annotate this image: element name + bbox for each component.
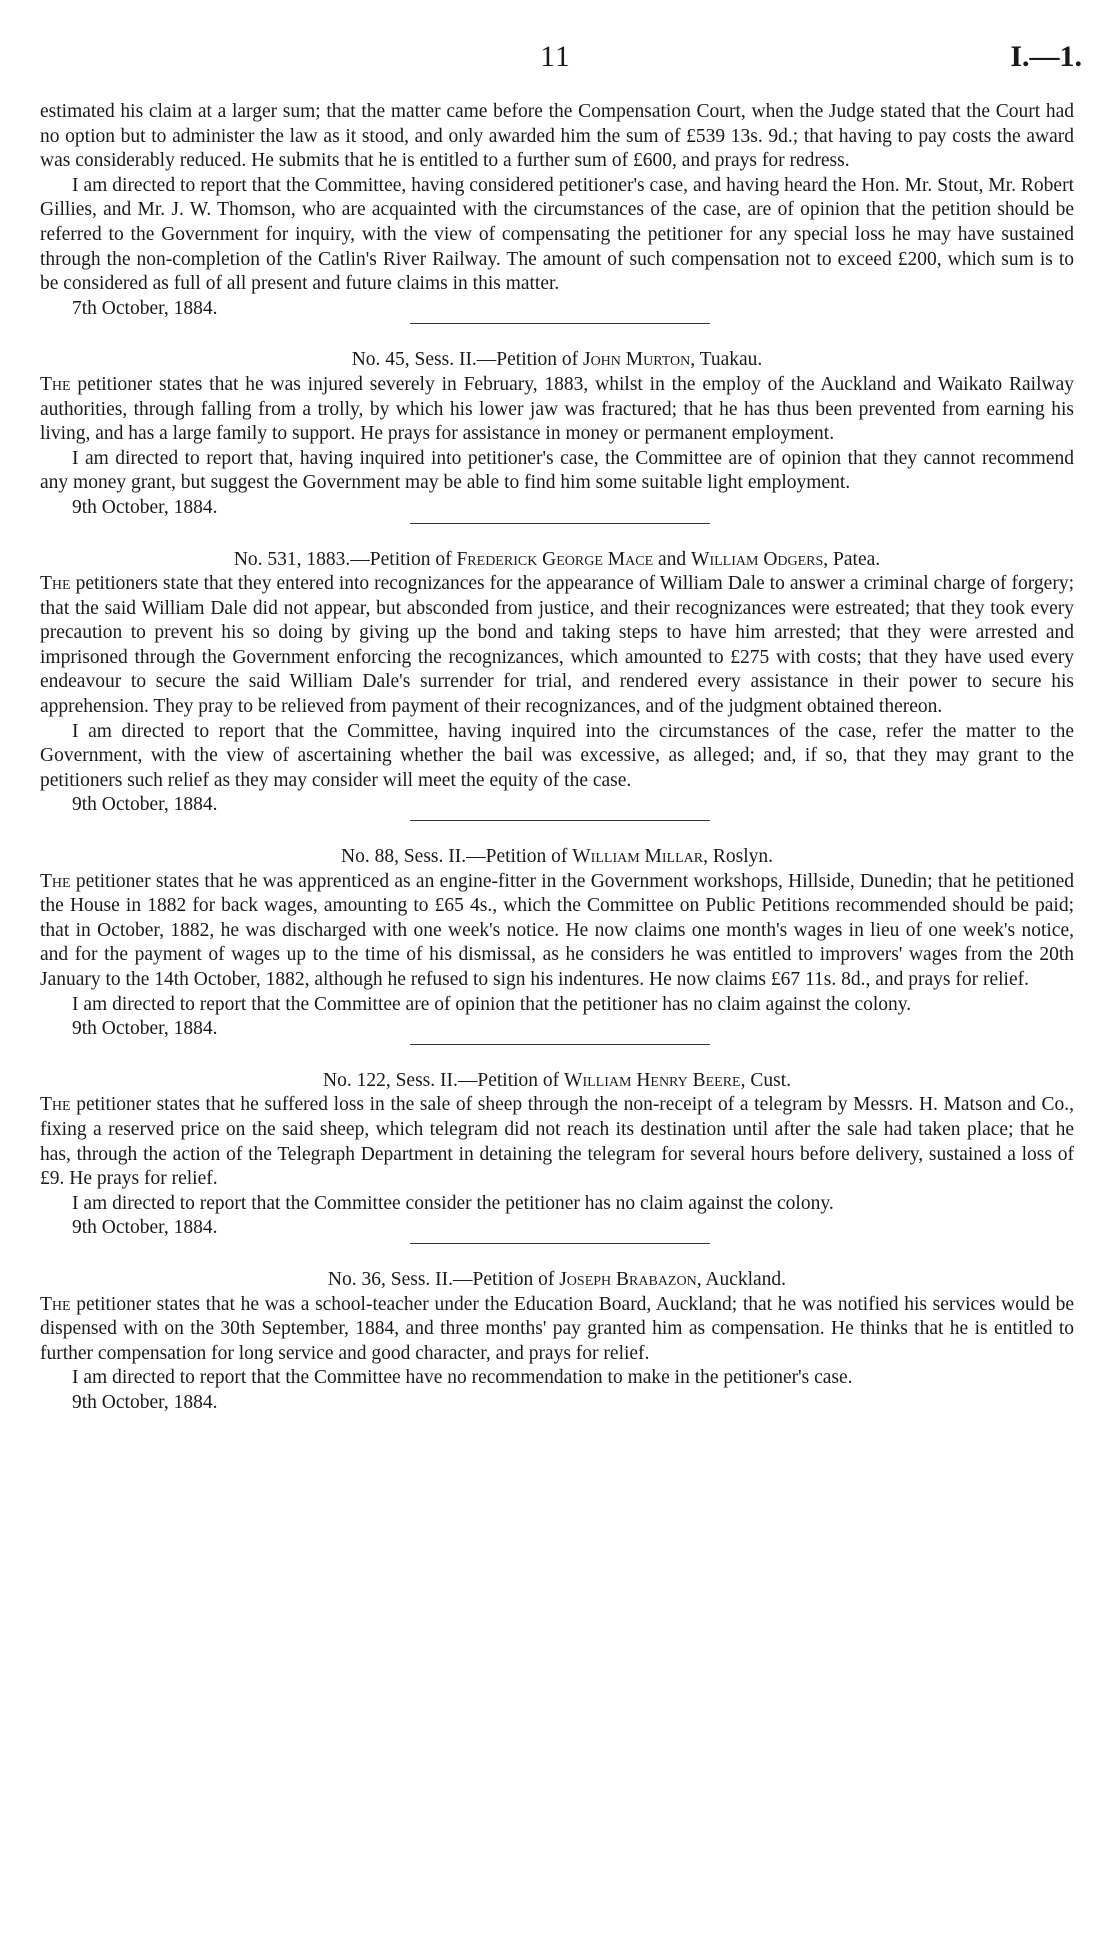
petition-title: No. 122, Sess. II.—Petition of William Henry Beere, Cust. [323,1069,791,1091]
petitioner-name: Frederick George Mace [456,548,654,570]
page-header [0,40,1114,80]
petition-title: No. 88, Sess. II.—Petition of William Millar, Roslyn. [340,846,773,868]
report-date: 9th October, 1884. [72,1018,218,1040]
petition-statement: The petitioner states that he was a school-teacher under the Education Board, Auckland; that he was notified his services would be dispensed with on the 30th September, 1884, and three months' pay granted him as compensation. He thinks that he is entitled to further compensation for long service and good character, and prays for relief. [40,1293,1074,1364]
intro-section [40,100,1074,324]
report-date: 9th October, 1884. [72,794,218,816]
petition-statement: The petitioner states that he suffered loss in the sale of sheep through the non-receipt of a telegram by Messrs. H. Matson and Co., fixing a reserved price on the said sheep, which telegram did not reach its destination until after the sale had taken place; that he has, through the action of the Telegraph Department in detaining the telegram for several hours before delivery, sustained a loss of £9. He prays for relief. [40,1094,1074,1190]
petition-section [40,1045,1074,1244]
report-date: 9th October, 1884. [72,1391,218,1413]
petition-section [40,821,1074,1045]
document-reference: I.—1. [1010,40,1082,73]
page-number: 11 [540,40,571,73]
petition-section [40,1244,1074,1416]
intro-date: 7th October, 1884. [72,297,218,319]
report-date: 9th October, 1884. [72,496,218,518]
petition-statement: The petitioner states that he was injured severely in February, 1883, whilst in the employ of the Auckland and Waikato Railway authorities, through falling from a trolly, by which his lower jaw was fractured; that he has thus been prevented from earning his living, and has a large family to support. He prays for assistance in money or permanent employment. [40,373,1074,445]
committee-report: I am directed to report that, having inquired into petitioner's case, the Committee are of opinion that they cannot recommend any money grant, but suggest the Government may be able to find him some suitable light employment. [40,447,1074,494]
petition-statement: The petitioner states that he was apprenticed as an engine-fitter in the Government workshops, Hillside, Dunedin; that he petitioned the House in 1882 for back wages, amounting to £65 4s., which the Committee on Public Petitions recommended should be paid; that in October, 1882, he was discharged with one week's notice. He now claims one month's wages in lieu of one week's notice, and for the payment of wages up to the time of his dismissal, as he considers he was entitled to improvers' wages from the 20th January to the 14th October, 1882, although he refused to sign his indentures. He now claims £67 11s. 8d., and prays for relief. [40,870,1074,990]
committee-report: I am directed to report that the Committee are of opinion that the petitioner has no claim against the colony. [72,993,912,1015]
petitioner-name: William Odgers [691,548,824,570]
petitioner-name: William Millar [572,846,704,868]
petition-section [40,524,1074,822]
committee-report: I am directed to report that the Committee consider the petitioner has no claim against the colony. [72,1192,834,1214]
petition-title: No. 36, Sess. II.—Petition of Joseph Brabazon, Auckland. [327,1268,787,1290]
report-date: 9th October, 1884. [72,1217,218,1239]
petition-statement: The petitioners state that they entered into recognizances for the appearance of William Dale to answer a criminal charge of forgery; that the said William Dale did not appear, but absconded from justice, and their recognizances were estreated; that they took every precaution to prevent his so doing by giving up the bond and taking steps to have him arrested; that they were arrested and imprisoned through the Government enforcing the recognizances, which amounted to £275 with costs; that they have used every endeavour to secure the said William Dale's surrender for trial, and rendered every assistance in their power to secure his apprehension. They pray to be relieved from payment of their recognizances, and of the judgment obtained thereon. [40,573,1074,718]
committee-report: I am directed to report that the Committee, having inquired into the circumstances of the case, refer the matter to the Government, with the view of ascertaining whether the bail was excessive, as alleged; and, if so, that they may grant to the petitioners such relief as they may consider will meet the equity of the case. [40,720,1074,791]
petition-section [40,324,1074,523]
petition-title: No. 531, 1883.—Petition of Frederick George Mace and William Odgers, Patea. [233,548,881,570]
intro-report: I am directed to report that the Committee, having considered petitioner's case, and having heard the Hon. Mr. Stout, Mr. Robert Gillies, and Mr. J. W. Thomson, who are acquainted with the circumstances of the case, are of opinion that the petition should be referred to the Government for inquiry, with the view of compensating the petitioner for any special loss he may have sustained through the non-completion of the Catlin's River Railway. The amount of such compensation not to exceed £200, which sum is to be considered as full of all present and future claims in this matter. [40,174,1074,295]
petitioner-name: William Henry Beere [564,1069,741,1091]
committee-report: I am directed to report that the Committee have no recommendation to make in the petitioner's case. [72,1367,853,1389]
petition-title: No. 45, Sess. II.—Petition of John Murton, Tuakau. [351,349,763,371]
intro-paragraph: estimated his claim at a larger sum; that the matter came before the Compensation Court, when the Judge stated that the Court had no option but to administer the law as it stood, and only awarded him the sum of £539 13s. 9d.; that having to pay costs the award was considerably reduced. He submits that he is entitled to a further sum of £600, and prays for redress. [40,101,1074,172]
petitioner-name: Joseph Brabazon [559,1268,697,1290]
document-body [40,100,1074,1416]
petitioner-name: John Murton [582,349,691,371]
